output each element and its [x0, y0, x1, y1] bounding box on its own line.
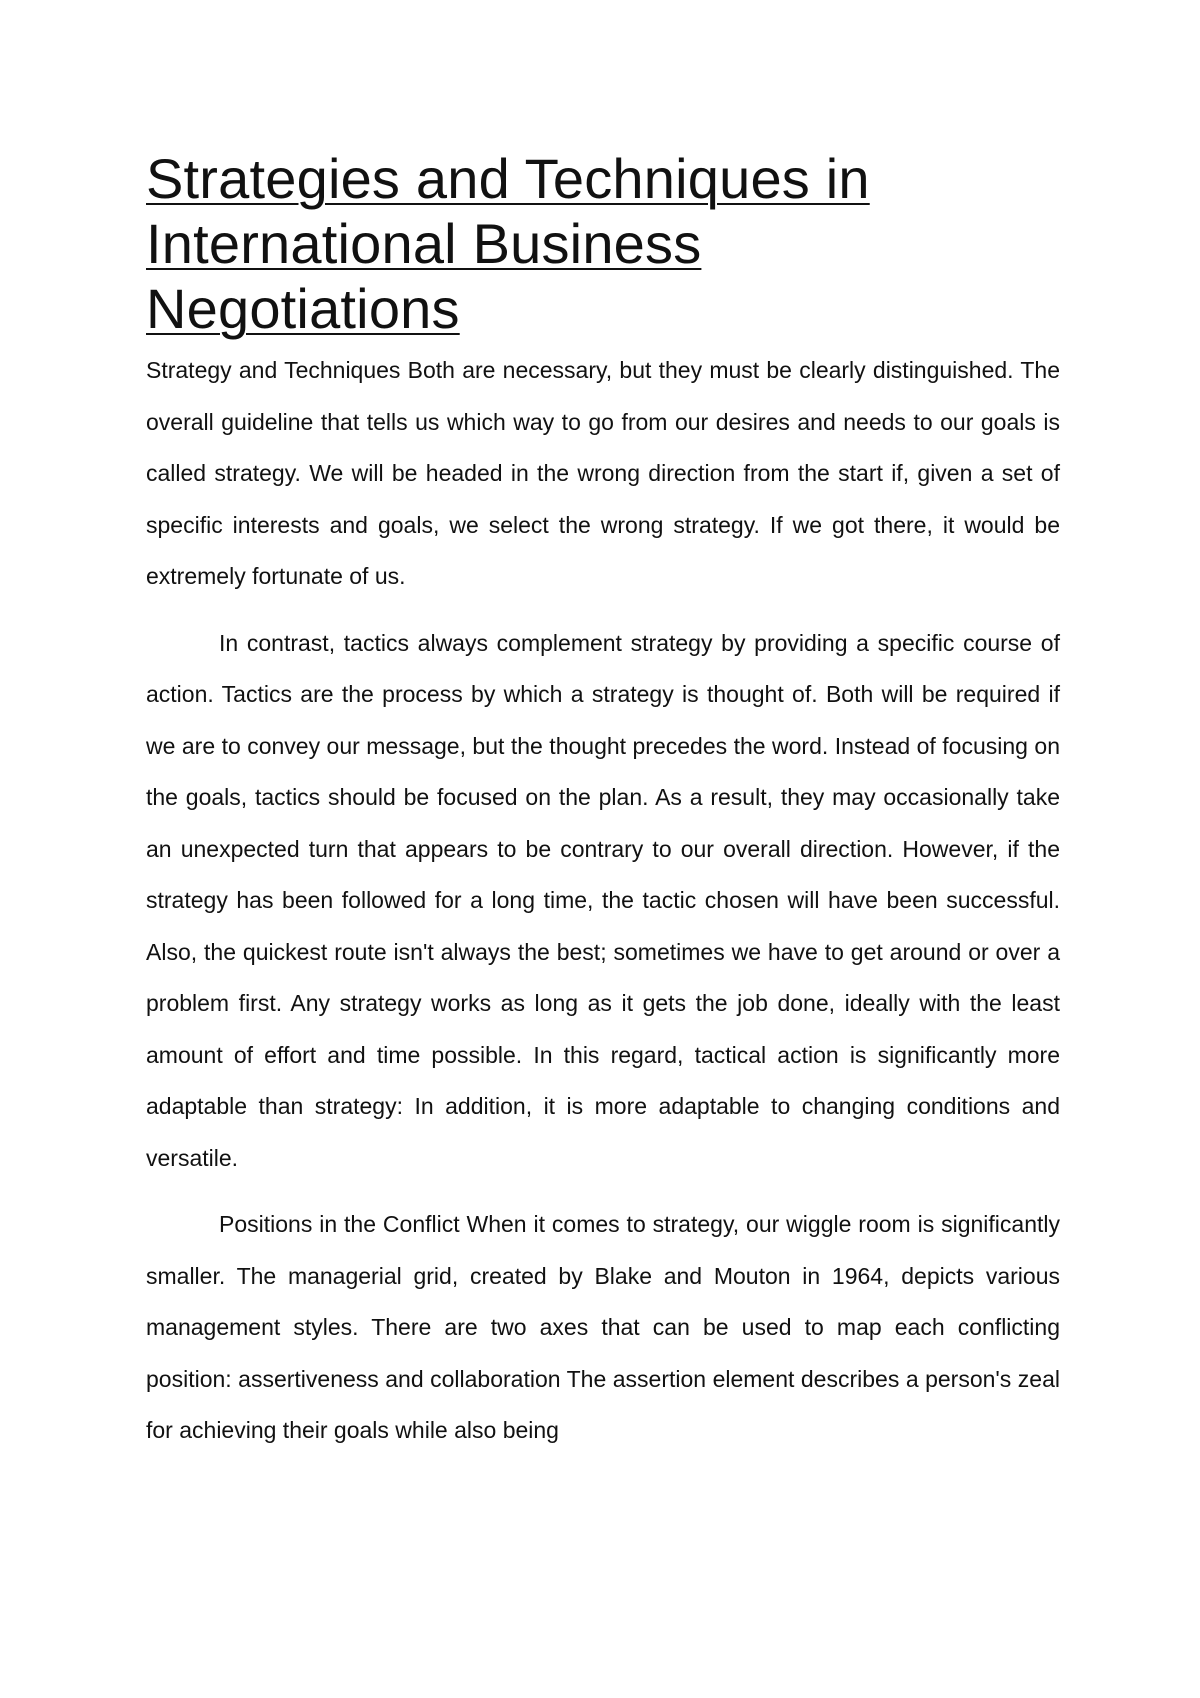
- paragraph-2: In contrast, tactics always complement strategy by providing a specific course of action. Tactics are the process by which a strategy is thought of. Both will be required if we are to convey our message, but the thought precedes the word. Instead of focusing on the goals, tactics should be focused on the plan. As a result, they may occasionally take an unexpected turn that appears to be contrary to our overall direction. However, if the strategy has been followed for a long time, the tactic chosen will have been successful. Also, the quickest route isn't always the best; sometimes we have to get around or over a problem first. Any strategy works as long as it gets the job done, ideally with the least amount of effort and time possible. In this regard, tactical action is significantly more adaptable than strategy: In addition, it is more adaptable to changing conditions and versatile.: [146, 629, 1060, 1171]
- title-line-1: Strategies and Techniques in: [146, 147, 870, 210]
- title-line-2: International Business: [146, 212, 702, 275]
- document-title: [146, 146, 1060, 341]
- document-body: [146, 146, 1060, 1457]
- paragraph-1: Strategy and Techniques Both are necessary, but they must be clearly distinguished. The overall guideline that tells us which way to go from our desires and needs to our goals is called strategy. We will be headed in the wrong direction from the start if, given a set of specific interests and goals, we select the wrong strategy. If we got there, it would be extremely fortunate of us.: [146, 357, 1060, 589]
- title-line-3: Negotiations: [146, 277, 460, 340]
- paragraph-3: Positions in the Conflict When it comes to strategy, our wiggle room is significantly smaller. The managerial grid, created by Blake and Mouton in 1964, depicts various management styles. There are two axes that can be used to map each conflicting position: assertiveness and collaboration The assertion element describes a person's zeal for achieving their goals while also being: [146, 1211, 1060, 1443]
